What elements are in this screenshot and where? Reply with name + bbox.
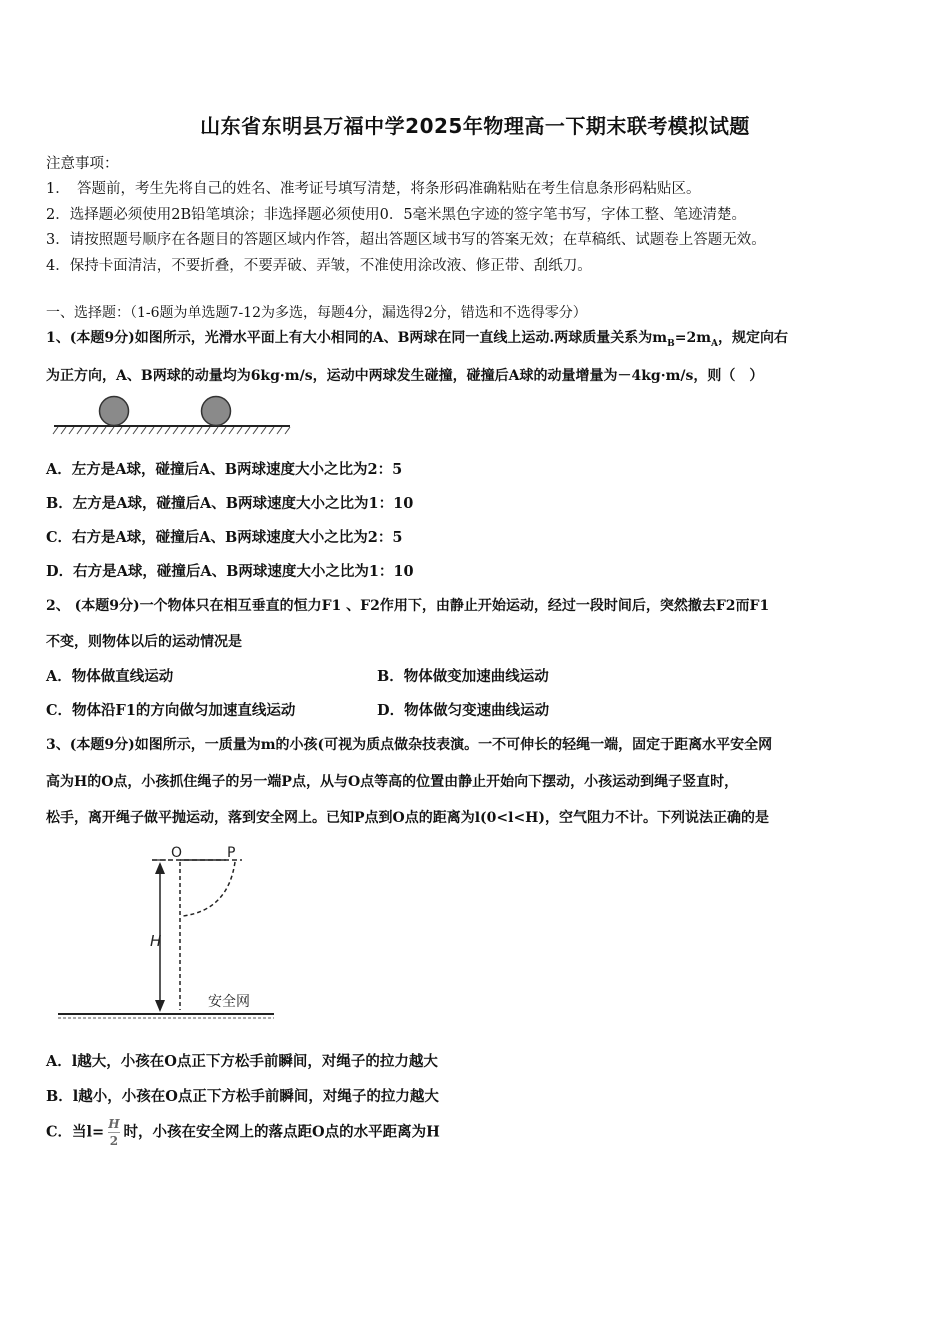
q3-option-a[interactable]: A．l越大，小孩在O点正下方松手前瞬间，对绳子的拉力越大 [46, 1053, 438, 1070]
q1-option-b[interactable]: B．左方是A球，碰撞后A、B两球速度大小之比为1：10 [46, 495, 414, 512]
swing-figure [50, 838, 280, 1028]
fraction-h-over-2 [108, 1118, 119, 1147]
question-2-line-2: 不变，则物体以后的运动情况是 [46, 634, 242, 650]
label-h: H [150, 932, 162, 950]
q1-text-end: ，规定向右 [718, 330, 789, 346]
q1-subscript-b: B [667, 338, 675, 349]
q3-option-c-post: 时，小孩在安全网上的落点距O点的水平距离为H [123, 1123, 440, 1141]
notice-heading: 注意事项： [46, 156, 119, 172]
notice-item: 1． 答题前，考生先将自己的姓名、准考证号填写清楚，将条形码准确粘贴在考生信息条形码粘贴区。 [46, 181, 701, 197]
q3-option-c[interactable] [46, 1118, 440, 1147]
two-balls-figure [50, 390, 295, 438]
fraction-numerator: H [108, 1117, 120, 1131]
q2-option-b[interactable]: B．物体做变加速曲线运动 [377, 668, 549, 685]
q2-option-d[interactable]: D．物体做匀变速曲线运动 [377, 702, 550, 719]
label-p: P [227, 845, 236, 861]
q1-option-d[interactable]: D．右方是A球，碰撞后A、B两球速度大小之比为1：10 [46, 563, 414, 580]
section-heading: 一、选择题：（1-6题为单选题7-12为多选，每题4分，漏选得2分，错选和不选得零分） [46, 305, 587, 321]
question-1-line-1 [46, 327, 788, 349]
notice-item: 2．选择题必须使用2B铅笔填涂；非选择题必须使用0．5毫米黑色字迹的签字笔书写，字体工整、笔迹清楚。 [46, 207, 747, 223]
question-3-line-3: 松手，离开绳子做平抛运动，落到安全网上。已知P点到O点的距离为l(0<l<H)，空气阻力不计。下列说法正确的是 [46, 810, 770, 826]
q2-option-c[interactable]: C．物体沿F1的方向做匀加速直线运动 [46, 702, 296, 719]
label-o: O [171, 845, 183, 861]
q1-option-a[interactable]: A．左方是A球，碰撞后A、B两球速度大小之比为2：5 [46, 461, 403, 478]
question-2-line-1: 2、 (本题9分)一个物体只在相互垂直的恒力F1 、F2作用下，由静止开始运动，经过一段时间后，突然撤去F2而F1 [46, 598, 770, 614]
q3-option-b[interactable]: B．l越小，小孩在O点正下方松手前瞬间，对绳子的拉力越大 [46, 1088, 439, 1105]
question-1-line-2: 为正方向，A、B两球的动量均为6kg·m/s，运动中两球发生碰撞，碰撞后A球的动量增量为－4kg·m/s，则（ ） [46, 368, 764, 384]
ball-left [100, 397, 129, 426]
question-3-line-2: 高为H的O点，小孩抓住绳子的另一端P点，从与O点等高的位置由静止开始向下摆动，小孩运动到绳子竖直时， [46, 774, 739, 790]
q1-subscript-a: A [711, 338, 719, 349]
ball-right [202, 397, 231, 426]
q1-text: 1、(本题9分)如图所示，光滑水平面上有大小相同的A、B两球在同一直线上运动.两球质量关系为m [46, 330, 668, 346]
question-3-line-1: 3、(本题9分)如图所示，一质量为m的小孩(可视为质点做杂技表演。一不可伸长的轻绳一端，固定于距离水平安全网 [46, 737, 773, 753]
page-title: 山东省东明县万福中学2025年物理高一下期末联考模拟试题 [200, 114, 750, 138]
fraction-denominator: 2 [109, 1134, 119, 1148]
q1-option-c[interactable]: C．右方是A球，碰撞后A、B两球速度大小之比为2：5 [46, 529, 403, 546]
q1-eq: =2m [674, 330, 712, 346]
label-safety-net: 安全网 [208, 994, 250, 1010]
q3-option-c-pre: C．当l= [46, 1123, 105, 1141]
notice-item: 4．保持卡面清洁，不要折叠，不要弄破、弄皱，不准使用涂改液、修正带、刮纸刀。 [46, 258, 592, 274]
notice-item: 3．请按照题号顺序在各题目的答题区域内作答，超出答题区域书写的答案无效；在草稿纸、试题卷上答题无效。 [46, 232, 766, 248]
q2-option-a[interactable]: A．物体做直线运动 [46, 668, 174, 685]
